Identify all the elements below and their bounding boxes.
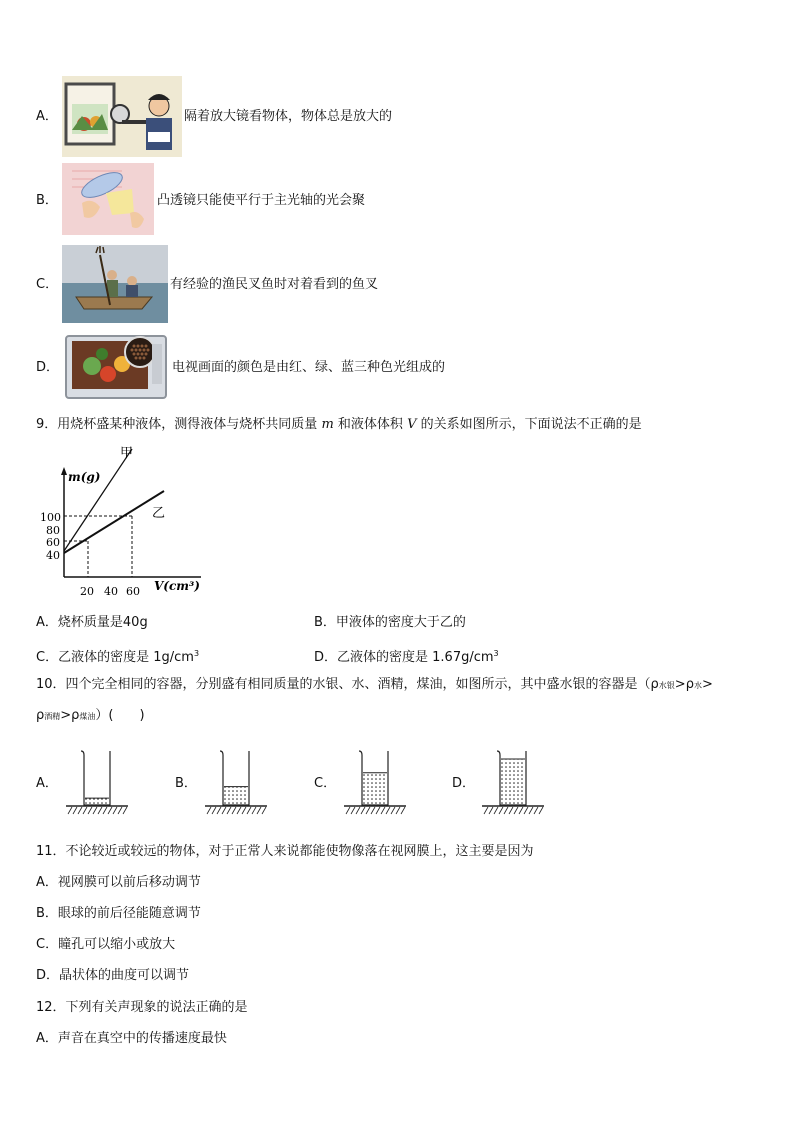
fisherman-photo bbox=[62, 245, 168, 323]
hatch-mark bbox=[108, 807, 112, 814]
hatch-mark bbox=[361, 807, 365, 814]
y-tick-label: 100 bbox=[40, 511, 61, 524]
hatch-mark bbox=[509, 807, 513, 814]
mass-volume-graph bbox=[36, 445, 216, 603]
x-tick-label: 20 bbox=[80, 585, 94, 598]
option-letter: C． bbox=[36, 277, 59, 292]
q9-option-c: C．乙液体的密度是 $1g/cm^3$ bbox=[36, 649, 200, 665]
option-letter: C． bbox=[314, 776, 337, 791]
x-tick-label: 40 bbox=[104, 585, 118, 598]
hatch-mark bbox=[217, 807, 221, 814]
hatch-mark bbox=[78, 807, 82, 814]
line-yi-label: 乙 bbox=[152, 506, 166, 521]
q10-stem-line1: 10．四个完全相同的容器，分别盛有相同质量的水银、水、酒精，煤油，如图所示，其中盛水银的容器是（ρ水银>ρ水> bbox=[36, 677, 713, 692]
hatch-mark bbox=[262, 807, 266, 814]
hatch-mark bbox=[68, 807, 72, 814]
line-jia bbox=[64, 449, 132, 551]
beaker-d bbox=[480, 745, 546, 817]
q9-option-a: A．烧杯质量是40g bbox=[36, 615, 148, 630]
option-letter: B． bbox=[175, 776, 197, 791]
beaker-a bbox=[64, 745, 130, 817]
q9-stem: 9．用烧杯盛某种液体，测得液体与烧杯共同质量 m 和液体体积 V 的关系如图所示，下面说法不正确的是 bbox=[36, 417, 642, 432]
y-tick-label: 60 bbox=[46, 536, 60, 549]
hatch-mark bbox=[396, 807, 400, 814]
x-tick-label: 60 bbox=[126, 585, 140, 598]
hatch-mark bbox=[252, 807, 256, 814]
hatch-mark bbox=[212, 807, 216, 814]
q9-option-d: D．乙液体的密度是 $1.67g/cm^3$ bbox=[314, 649, 499, 665]
hatch-mark bbox=[381, 807, 385, 814]
q11-option-c: C．瞳孔可以缩小或放大 bbox=[36, 937, 176, 952]
hatch-mark bbox=[83, 807, 87, 814]
hatch-mark bbox=[401, 807, 405, 814]
y-tick-label: 40 bbox=[46, 549, 60, 562]
hatch-mark bbox=[484, 807, 488, 814]
hatch-mark bbox=[113, 807, 117, 814]
y-axis-label: m(g) bbox=[68, 470, 101, 484]
liquid bbox=[85, 798, 109, 805]
q11-option-b: B．眼球的前后径能随意调节 bbox=[36, 906, 201, 921]
hatch-mark bbox=[73, 807, 77, 814]
hatch-mark bbox=[514, 807, 518, 814]
hatch-mark bbox=[534, 807, 538, 814]
option-text: 电视画面的颜色是由红、绿、蓝三种色光组成的 bbox=[172, 360, 446, 375]
hatch-mark bbox=[237, 807, 241, 814]
line-yi bbox=[64, 491, 164, 553]
hatch-mark bbox=[489, 807, 493, 814]
hatch-mark bbox=[118, 807, 122, 814]
hatch-mark bbox=[524, 807, 528, 814]
option-letter: D． bbox=[452, 776, 476, 791]
hatch-mark bbox=[93, 807, 97, 814]
hatch-mark bbox=[103, 807, 107, 814]
beaker-c bbox=[342, 745, 408, 817]
hatch-mark bbox=[88, 807, 92, 814]
beaker-b bbox=[203, 745, 269, 817]
option-letter: B． bbox=[36, 193, 58, 208]
liquid bbox=[363, 773, 387, 805]
magnifier-photo bbox=[62, 76, 182, 157]
q12-stem: 12．下列有关声现象的说法正确的是 bbox=[36, 1000, 248, 1015]
hatch-mark bbox=[391, 807, 395, 814]
hatch-mark bbox=[257, 807, 261, 814]
hatch-mark bbox=[227, 807, 231, 814]
hatch-mark bbox=[232, 807, 236, 814]
hatch-mark bbox=[386, 807, 390, 814]
hatch-mark bbox=[242, 807, 246, 814]
option-letter: A． bbox=[36, 776, 58, 791]
beaker-outline bbox=[81, 751, 110, 805]
liquid bbox=[224, 787, 248, 805]
q11-option-d: D．晶状体的曲度可以调节 bbox=[36, 968, 190, 983]
q11-stem: 11．不论较近或较远的物体，对于正常人来说都能使物像落在视网膜上，这主要是因为 bbox=[36, 844, 534, 859]
option-text: 有经验的渔民叉鱼时对着看到的鱼叉 bbox=[170, 277, 379, 292]
x-axis-label: V(cm³) bbox=[154, 579, 200, 593]
hatch-mark bbox=[222, 807, 226, 814]
hatch-mark bbox=[499, 807, 503, 814]
hatch-mark bbox=[247, 807, 251, 814]
hatch-mark bbox=[539, 807, 543, 814]
hatch-mark bbox=[529, 807, 533, 814]
convex-lens-photo bbox=[62, 163, 154, 235]
line-jia-label: 甲 bbox=[120, 446, 134, 461]
hatch-mark bbox=[346, 807, 350, 814]
q11-option-a: A．视网膜可以前后移动调节 bbox=[36, 875, 201, 890]
hatch-mark bbox=[366, 807, 370, 814]
hatch-mark bbox=[207, 807, 211, 814]
liquid bbox=[501, 759, 525, 805]
hatch-mark bbox=[494, 807, 498, 814]
q9-option-b: B．甲液体的密度大于乙的 bbox=[314, 615, 466, 630]
q12-option-a: A．声音在真空中的传播速度最快 bbox=[36, 1031, 227, 1046]
q10-stem-line2: ρ酒精>ρ煤油）( ) bbox=[36, 708, 145, 723]
hatch-mark bbox=[376, 807, 380, 814]
hatch-mark bbox=[371, 807, 375, 814]
hatch-mark bbox=[356, 807, 360, 814]
option-letter: D． bbox=[36, 360, 60, 375]
tv-screen-photo bbox=[62, 332, 170, 402]
hatch-mark bbox=[519, 807, 523, 814]
option-text: 隔着放大镜看物体，物体总是放大的 bbox=[184, 109, 393, 124]
option-letter: A． bbox=[36, 109, 58, 124]
y-tick-label: 80 bbox=[46, 524, 60, 537]
option-text: 凸透镜只能使平行于主光轴的光会聚 bbox=[157, 193, 366, 208]
hatch-mark bbox=[98, 807, 102, 814]
hatch-mark bbox=[504, 807, 508, 814]
hatch-mark bbox=[123, 807, 127, 814]
hatch-mark bbox=[351, 807, 355, 814]
